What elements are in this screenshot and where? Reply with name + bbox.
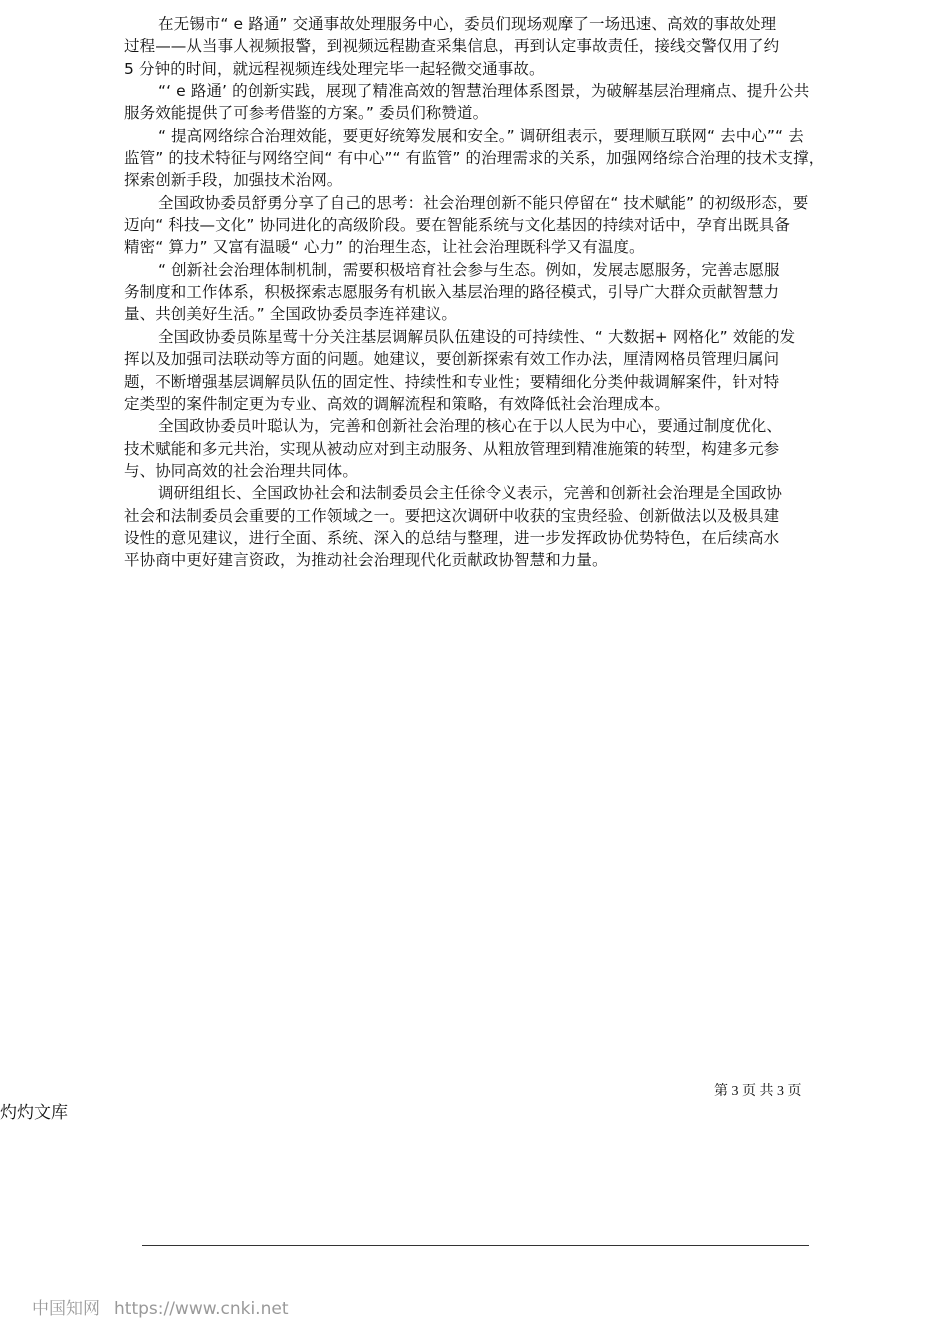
paragraph-line: 迈向“ 科技—文化” 协同进化的高级阶段。要在智能系统与文化基因的持续对话中，孕育出既具备	[124, 216, 790, 235]
paragraph-line: 精密“ 算力” 又富有温暖“ 心力” 的治理生态，让社会治理既科学又有温度。	[124, 238, 645, 257]
paragraph-line: 服务效能提供了可参考借鉴的方案。” 委员们称赞道。	[124, 104, 489, 123]
paragraph-line: 定类型的案件制定更为专业、高效的调解流程和策略，有效降低社会治理成本。	[124, 394, 671, 413]
article-body	[124, 13, 844, 572]
paragraph-line: 全国政协委员叶聪认为，完善和创新社会治理的核心在于以人民为中心，要通过制度优化、	[158, 417, 783, 436]
paragraph-line: 在无锡市“ e 路通” 交通事故处理服务中心，委员们现场观摩了一场迅速、高效的事故处理	[158, 15, 777, 33]
paragraph	[124, 326, 844, 415]
paragraph-line: 社会和法制委员会重要的工作领域之一。要把这次调研中收获的宝贵经验、创新做法以及极具建	[124, 506, 780, 525]
paragraph-line: “ 提高网络综合治理效能，要更好统筹发展和安全。” 调研组表示，要理顺互联网“ 去中心”“ 去	[158, 126, 804, 145]
page-number: 第 3 页 共 3 页	[714, 1084, 802, 1099]
paragraph-line: 全国政协委员陈星莺十分关注基层调解员队伍建设的可持续性、“ 大数据+ 网格化” 效能的发	[158, 327, 796, 346]
paragraph	[124, 13, 844, 80]
footer-url[interactable]: https://www.cnki.net	[114, 1299, 289, 1319]
footer	[32, 1294, 302, 1319]
paragraph-line: 平协商中更好建言资政，为推动社会治理现代化贡献政协智慧和力量。	[124, 551, 608, 570]
paragraph	[124, 259, 844, 326]
footer-site-name: 中国知网	[32, 1299, 100, 1319]
paragraph-line: 监管” 的技术特征与网络空间“ 有中心”“ 有监管” 的治理需求的关系，加强网络综合治理的技术支撑，	[124, 149, 825, 168]
paragraph-line: 设性的意见建议，进行全面、系统、深入的总结与整理，进一步发挥政协优势特色，在后续高水	[124, 528, 780, 547]
paragraph-line: 题，不断增强基层调解员队伍的固定性、持续性和专业性；要精细化分类仲裁调解案件，针对特	[124, 372, 780, 391]
brand-label: 灼灼文库	[0, 1103, 68, 1123]
paragraph-line: 务制度和工作体系，积极探索志愿服务有机嵌入基层治理的路径模式，引导广大群众贡献智慧力	[124, 283, 780, 302]
paragraph	[124, 192, 844, 259]
paragraph-line: “‘ e 路通’ 的创新实践，展现了精准高效的智慧治理体系图景，为破解基层治理痛点、提升公共	[158, 82, 810, 101]
paragraph-line: 挥以及加强司法联动等方面的问题。她建议，要创新探索有效工作办法，厘清网格员管理归属问	[124, 350, 780, 369]
paragraph-line: 量、共创美好生活。” 全国政协委员李连祥建议。	[124, 305, 458, 324]
paragraph	[124, 80, 844, 125]
paragraph-line: 技术赋能和多元共治，实现从被动应对到主动服务、从粗放管理到精准施策的转型，构建多元参	[124, 439, 780, 458]
paragraph-line: 过程——从当事人视频报警，到视频远程勘查采集信息，再到认定事故责任，接线交警仅用了约	[124, 37, 780, 56]
paragraph-line: 全国政协委员舒勇分享了自己的思考：社会治理创新不能只停留在“ 技术赋能” 的初级形态，要	[158, 193, 809, 212]
footer-divider	[142, 1245, 809, 1246]
paragraph-line: 调研组组长、全国政协社会和法制委员会主任徐令义表示，完善和创新社会治理是全国政协	[158, 484, 783, 503]
paragraph-line: 与、协同高效的社会治理共同体。	[124, 461, 359, 480]
paragraph-line: “ 创新社会治理体制机制，需要积极培育社会参与生态。例如，发展志愿服务，完善志愿服	[158, 260, 780, 279]
paragraph	[124, 125, 844, 192]
paragraph-line: 5 分钟的时间，就远程视频连线处理完毕一起轻微交通事故。	[124, 59, 545, 78]
paragraph	[124, 482, 844, 571]
paragraph	[124, 415, 844, 482]
paragraph-line: 探索创新手段，加强技术治网。	[124, 171, 343, 190]
